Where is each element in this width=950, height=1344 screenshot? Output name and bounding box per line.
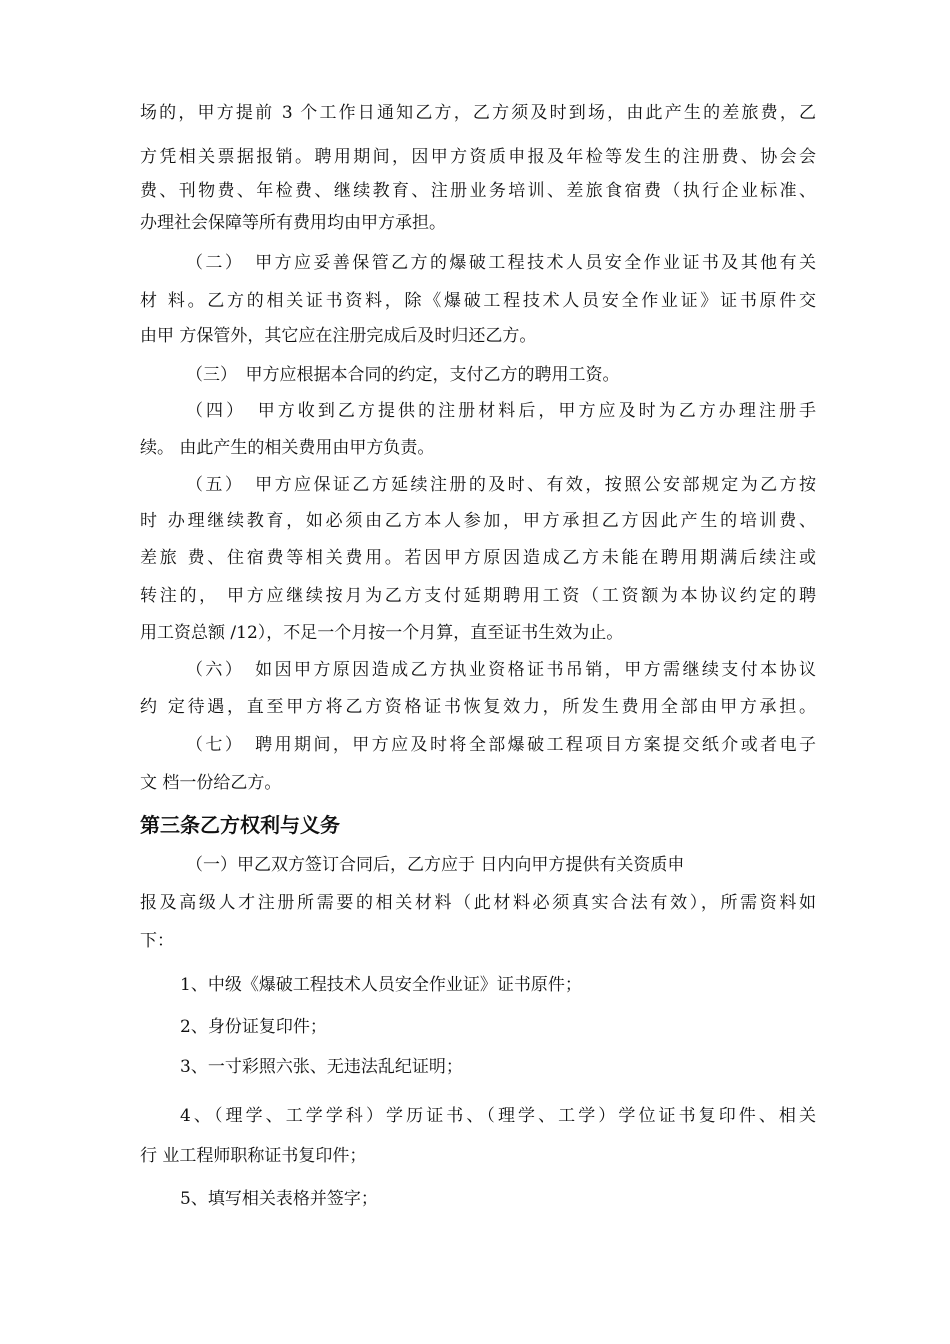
clause-6-line: 约 定待遇，直至甲方将乙方资格证书恢复效力，所发生费用全部由甲方承担。 — [140, 697, 816, 717]
list-item: 4、（理学、工学学科）学历证书、（理学、工学）学位证书复印件、相关 — [180, 1106, 816, 1126]
clause-7-line: （七） 聘用期间，甲方应及时将全部爆破工程项目方案提交纸介或者电子 — [186, 735, 816, 755]
clause-4-line: （四） 甲方收到乙方提供的注册材料后，甲方应及时为乙方办理注册手 — [186, 401, 816, 421]
clause-6-line: （六） 如因甲方原因造成乙方执业资格证书吊销，甲方需继续支付本协议 — [186, 660, 816, 680]
section-3-paragraph-line: 报及高级人才注册所需要的相关材料（此材料必须真实合法有效），所需资料如 — [140, 893, 816, 913]
paragraph-line: 办理社会保障等所有费用均由甲方承担。 — [140, 213, 446, 233]
clause-7-line: 文 档一份给乙方。 — [140, 773, 282, 793]
list-item: 3、一寸彩照六张、无违法乱纪证明； — [180, 1057, 463, 1077]
list-item: 5、填写相关表格并签字； — [180, 1189, 378, 1209]
clause-3-line: （三） 甲方应根据本合同的约定，支付乙方的聘用工资。 — [186, 365, 620, 385]
clause-5-line: 时 办理继续教育，如必须由乙方本人参加，甲方承担乙方因此产生的培训费、 — [140, 511, 816, 531]
paragraph-line: 费、刊物费、年检费、继续教育、注册业务培训、差旅食宿费（执行企业标准、 — [140, 181, 816, 201]
section-3-paragraph-line: 下： — [140, 931, 174, 951]
clause-5-line: （五） 甲方应保证乙方延续注册的及时、有效，按照公安部规定为乙方按 — [186, 475, 816, 495]
list-item: 2、身份证复印件； — [180, 1017, 327, 1037]
clause-2-line: 材 料。乙方的相关证书资料，除《爆破工程技术人员安全作业证》证书原件交 — [140, 291, 816, 311]
list-item-continuation: 行 业工程师职称证书复印件； — [140, 1146, 367, 1166]
section-3-paragraph-line: （一）甲乙双方签订合同后，乙方应于 日内向甲方提供有关资质申 — [186, 855, 685, 875]
paragraph-line: 方凭相关票据报销。聘用期间，因甲方资质申报及年检等发生的注册费、协会会 — [140, 147, 816, 167]
clause-2-line: （二） 甲方应妥善保管乙方的爆破工程技术人员安全作业证书及其他有关 — [186, 253, 816, 273]
paragraph-line: 场的，甲方提前 3 个工作日通知乙方，乙方须及时到场，由此产生的差旅费，乙 — [140, 103, 816, 123]
list-item: 1、中级《爆破工程技术人员安全作业证》证书原件； — [180, 975, 582, 995]
clause-5-line: 转注的， 甲方应继续按月为乙方支付延期聘用工资（工资额为本协议约定的聘 — [140, 586, 816, 606]
section-heading: 第三条乙方权利与义务 — [140, 813, 340, 837]
clause-2-line: 由甲 方保管外，其它应在注册完成后及时归还乙方。 — [140, 326, 537, 346]
clause-5-line: 用工资总额 /12），不足一个月按一个月算，直至证书生效为止。 — [140, 623, 624, 643]
clause-4-line: 续。 由此产生的相关费用由甲方负责。 — [140, 438, 435, 458]
clause-5-line: 差旅 费、住宿费等相关费用。若因甲方原因造成乙方未能在聘用期满后续注或 — [140, 548, 816, 568]
